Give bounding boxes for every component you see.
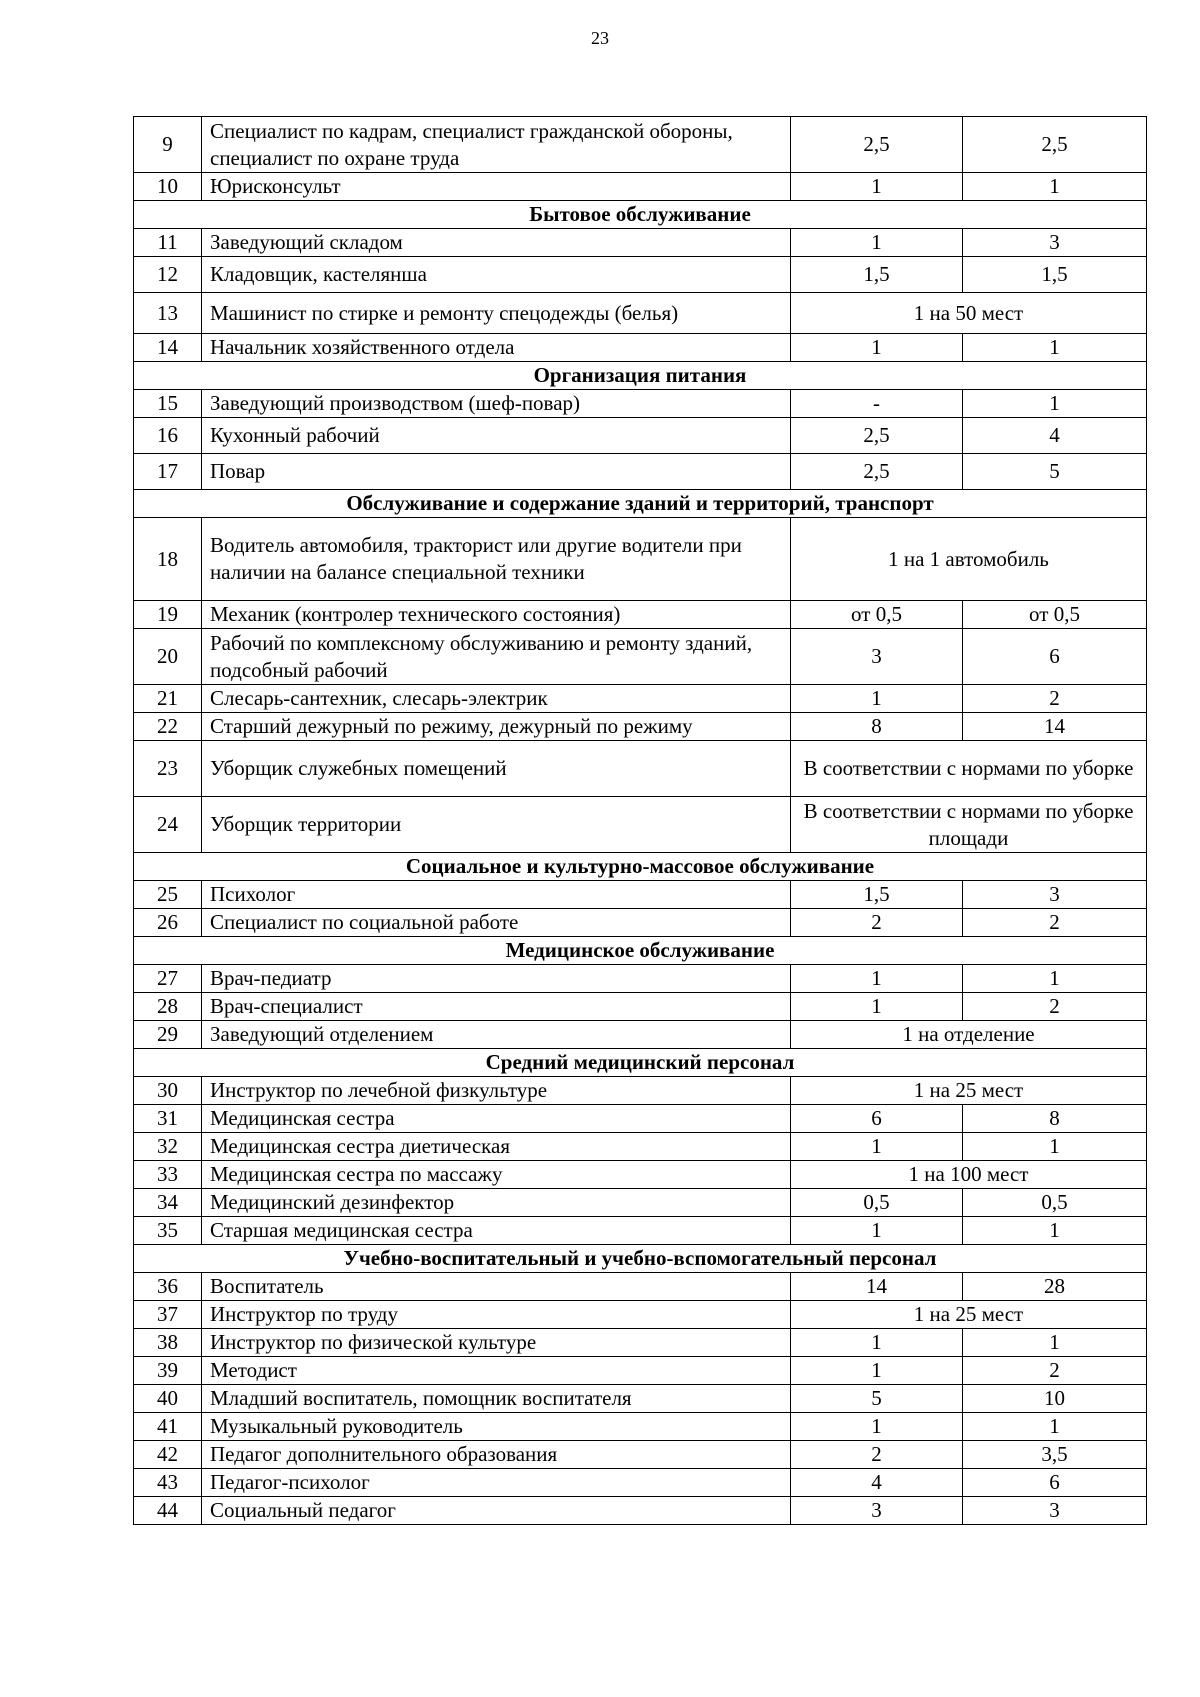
section-title: Обслуживание и содержание зданий и территорий, транспорт — [134, 490, 1147, 518]
position-name: Уборщик служебных помещений — [202, 741, 791, 797]
row-number: 36 — [134, 1273, 202, 1301]
row-number: 9 — [134, 117, 202, 173]
table-row — [134, 993, 1147, 1021]
position-name: Врач-специалист — [202, 993, 791, 1021]
table-row — [134, 257, 1147, 293]
position-name: Педагог дополнительного образования — [202, 1441, 791, 1469]
norm-value-1: 8 — [791, 713, 963, 741]
row-number: 40 — [134, 1385, 202, 1413]
row-number: 31 — [134, 1105, 202, 1133]
norm-value-2: 1 — [963, 1217, 1147, 1245]
table-row — [134, 117, 1147, 173]
norm-value-2: 3,5 — [963, 1441, 1147, 1469]
position-name: Социальный педагог — [202, 1497, 791, 1525]
row-number: 15 — [134, 390, 202, 418]
norm-value-2: 5 — [963, 454, 1147, 490]
merged-norm-value: 1 на 1 автомобиль — [791, 518, 1147, 601]
table-row — [134, 1273, 1147, 1301]
row-number: 22 — [134, 713, 202, 741]
row-number: 30 — [134, 1077, 202, 1105]
norm-value-2: 1 — [963, 1413, 1147, 1441]
norm-value-2: 3 — [963, 229, 1147, 257]
norm-value-1: 6 — [791, 1105, 963, 1133]
merged-norm-value: 1 на 25 мест — [791, 1077, 1147, 1105]
norm-value-2: 1 — [963, 173, 1147, 201]
norm-value-1: 14 — [791, 1273, 963, 1301]
norm-value-1: 1 — [791, 965, 963, 993]
norm-value-2: 2 — [963, 685, 1147, 713]
row-number: 42 — [134, 1441, 202, 1469]
table-row — [134, 418, 1147, 454]
position-name: Слесарь-сантехник, слесарь-электрик — [202, 685, 791, 713]
section-header-row — [134, 1049, 1147, 1077]
norm-value-2: 1 — [963, 1133, 1147, 1161]
position-name: Медицинская сестра — [202, 1105, 791, 1133]
section-title: Бытовое обслуживание — [134, 201, 1147, 229]
norm-value-1: 1 — [791, 229, 963, 257]
norm-value-2: 2,5 — [963, 117, 1147, 173]
norm-value-1: 2 — [791, 909, 963, 937]
position-name: Инструктор по труду — [202, 1301, 791, 1329]
position-name: Медицинская сестра диетическая — [202, 1133, 791, 1161]
norm-value-2: 28 — [963, 1273, 1147, 1301]
table-row — [134, 965, 1147, 993]
table-row — [134, 881, 1147, 909]
position-name: Методист — [202, 1357, 791, 1385]
row-number: 34 — [134, 1189, 202, 1217]
norm-value-1: 1 — [791, 685, 963, 713]
norm-value-1: 1,5 — [791, 881, 963, 909]
norm-value-1: 2,5 — [791, 117, 963, 173]
row-number: 29 — [134, 1021, 202, 1049]
norm-value-1: 1 — [791, 334, 963, 362]
row-number: 10 — [134, 173, 202, 201]
norm-value-2: 4 — [963, 418, 1147, 454]
position-name: Заведующий складом — [202, 229, 791, 257]
norm-value-2: 2 — [963, 909, 1147, 937]
norm-value-2: 3 — [963, 881, 1147, 909]
section-title: Медицинское обслуживание — [134, 937, 1147, 965]
row-number: 27 — [134, 965, 202, 993]
section-header-row — [134, 853, 1147, 881]
position-name: Кладовщик, кастелянша — [202, 257, 791, 293]
position-name: Машинист по стирке и ремонту спецодежды (белья) — [202, 293, 791, 334]
row-number: 17 — [134, 454, 202, 490]
position-name: Инструктор по лечебной физкультуре — [202, 1077, 791, 1105]
merged-norm-value: В соответствии с нормами по уборке — [791, 741, 1147, 797]
table-row — [134, 1357, 1147, 1385]
norm-value-2: от 0,5 — [963, 601, 1147, 629]
row-number: 21 — [134, 685, 202, 713]
staffing-table — [133, 116, 1147, 1525]
norm-value-2: 1 — [963, 334, 1147, 362]
merged-norm-value: 1 на 100 мест — [791, 1161, 1147, 1189]
position-name: Специалист по кадрам, специалист гражданской обороны, специалист по охране труда — [202, 117, 791, 173]
row-number: 23 — [134, 741, 202, 797]
table-row — [134, 334, 1147, 362]
table-row — [134, 629, 1147, 685]
norm-value-1: 3 — [791, 1497, 963, 1525]
norm-value-1: 1,5 — [791, 257, 963, 293]
norm-value-2: 14 — [963, 713, 1147, 741]
position-name: Психолог — [202, 881, 791, 909]
row-number: 35 — [134, 1217, 202, 1245]
table-row — [134, 1021, 1147, 1049]
table-row — [134, 601, 1147, 629]
norm-value-1: 1 — [791, 1329, 963, 1357]
position-name: Рабочий по комплексному обслуживанию и ремонту зданий, подсобный рабочий — [202, 629, 791, 685]
position-name: Уборщик территории — [202, 797, 791, 853]
merged-norm-value: В соответствии с нормами по уборке площади — [791, 797, 1147, 853]
section-title: Организация питания — [134, 362, 1147, 390]
section-header-row — [134, 937, 1147, 965]
table-row — [134, 741, 1147, 797]
table-row — [134, 685, 1147, 713]
table-row — [134, 1385, 1147, 1413]
table-row — [134, 229, 1147, 257]
row-number: 33 — [134, 1161, 202, 1189]
row-number: 28 — [134, 993, 202, 1021]
norm-value-2: 10 — [963, 1385, 1147, 1413]
norm-value-2: 0,5 — [963, 1189, 1147, 1217]
table-row — [134, 1441, 1147, 1469]
row-number: 11 — [134, 229, 202, 257]
norm-value-1: 1 — [791, 993, 963, 1021]
position-name: Воспитатель — [202, 1273, 791, 1301]
norm-value-2: 8 — [963, 1105, 1147, 1133]
table-row — [134, 1189, 1147, 1217]
table-row — [134, 713, 1147, 741]
table-row — [134, 1329, 1147, 1357]
row-number: 24 — [134, 797, 202, 853]
norm-value-2: 3 — [963, 1497, 1147, 1525]
row-number: 32 — [134, 1133, 202, 1161]
position-name: Водитель автомобиля, тракторист или другие водители при наличии на балансе специальной техники — [202, 518, 791, 601]
norm-value-1: 1 — [791, 1133, 963, 1161]
norm-value-2: 6 — [963, 1469, 1147, 1497]
norm-value-2: 1 — [963, 390, 1147, 418]
norm-value-1: 1 — [791, 1357, 963, 1385]
page-number: 23 — [591, 28, 609, 48]
table-row — [134, 1105, 1147, 1133]
table-row — [134, 1301, 1147, 1329]
norm-value-1: 0,5 — [791, 1189, 963, 1217]
table-row — [134, 293, 1147, 334]
table-row — [134, 454, 1147, 490]
norm-value-1: 2 — [791, 1441, 963, 1469]
section-header-row — [134, 490, 1147, 518]
norm-value-1: - — [791, 390, 963, 418]
row-number: 12 — [134, 257, 202, 293]
row-number: 41 — [134, 1413, 202, 1441]
norm-value-1: 2,5 — [791, 454, 963, 490]
table-row — [134, 1413, 1147, 1441]
norm-value-1: 4 — [791, 1469, 963, 1497]
position-name: Механик (контролер технического состояния) — [202, 601, 791, 629]
table-row — [134, 390, 1147, 418]
table-row — [134, 1217, 1147, 1245]
position-name: Специалист по социальной работе — [202, 909, 791, 937]
position-name: Младший воспитатель, помощник воспитателя — [202, 1385, 791, 1413]
row-number: 19 — [134, 601, 202, 629]
position-name: Врач-педиатр — [202, 965, 791, 993]
position-name: Музыкальный руководитель — [202, 1413, 791, 1441]
norm-value-1: 2,5 — [791, 418, 963, 454]
row-number: 26 — [134, 909, 202, 937]
merged-norm-value: 1 на отделение — [791, 1021, 1147, 1049]
row-number: 25 — [134, 881, 202, 909]
position-name: Заведующий производством (шеф-повар) — [202, 390, 791, 418]
section-title: Социальное и культурно-массовое обслуживание — [134, 853, 1147, 881]
section-header-row — [134, 201, 1147, 229]
norm-value-2: 1 — [963, 965, 1147, 993]
table-row — [134, 1497, 1147, 1525]
row-number: 16 — [134, 418, 202, 454]
norm-value-2: 6 — [963, 629, 1147, 685]
row-number: 38 — [134, 1329, 202, 1357]
position-name: Начальник хозяйственного отдела — [202, 334, 791, 362]
norm-value-1: 3 — [791, 629, 963, 685]
position-name: Старшая медицинская сестра — [202, 1217, 791, 1245]
table-row — [134, 909, 1147, 937]
row-number: 43 — [134, 1469, 202, 1497]
norm-value-2: 1,5 — [963, 257, 1147, 293]
table-row — [134, 797, 1147, 853]
norm-value-1: 1 — [791, 1413, 963, 1441]
row-number: 20 — [134, 629, 202, 685]
norm-value-1: от 0,5 — [791, 601, 963, 629]
position-name: Повар — [202, 454, 791, 490]
row-number: 44 — [134, 1497, 202, 1525]
position-name: Медицинский дезинфектор — [202, 1189, 791, 1217]
position-name: Инструктор по физической культуре — [202, 1329, 791, 1357]
table-row — [134, 1077, 1147, 1105]
table-row — [134, 1133, 1147, 1161]
row-number: 37 — [134, 1301, 202, 1329]
position-name: Педагог-психолог — [202, 1469, 791, 1497]
section-title: Учебно-воспитательный и учебно-вспомогательный персонал — [134, 1245, 1147, 1273]
norm-value-1: 5 — [791, 1385, 963, 1413]
staffing-table-body — [134, 117, 1147, 1525]
merged-norm-value: 1 на 50 мест — [791, 293, 1147, 334]
position-name: Заведующий отделением — [202, 1021, 791, 1049]
merged-norm-value: 1 на 25 мест — [791, 1301, 1147, 1329]
norm-value-1: 1 — [791, 1217, 963, 1245]
section-header-row — [134, 362, 1147, 390]
row-number: 14 — [134, 334, 202, 362]
norm-value-2: 1 — [963, 1329, 1147, 1357]
position-name: Кухонный рабочий — [202, 418, 791, 454]
norm-value-1: 1 — [791, 173, 963, 201]
table-row — [134, 1469, 1147, 1497]
section-title: Средний медицинский персонал — [134, 1049, 1147, 1077]
position-name: Медицинская сестра по массажу — [202, 1161, 791, 1189]
table-row — [134, 1161, 1147, 1189]
row-number: 13 — [134, 293, 202, 334]
row-number: 39 — [134, 1357, 202, 1385]
position-name: Юрисконсульт — [202, 173, 791, 201]
position-name: Старший дежурный по режиму, дежурный по режиму — [202, 713, 791, 741]
row-number: 18 — [134, 518, 202, 601]
norm-value-2: 2 — [963, 993, 1147, 1021]
norm-value-2: 2 — [963, 1357, 1147, 1385]
table-row — [134, 518, 1147, 601]
table-row — [134, 173, 1147, 201]
section-header-row — [134, 1245, 1147, 1273]
